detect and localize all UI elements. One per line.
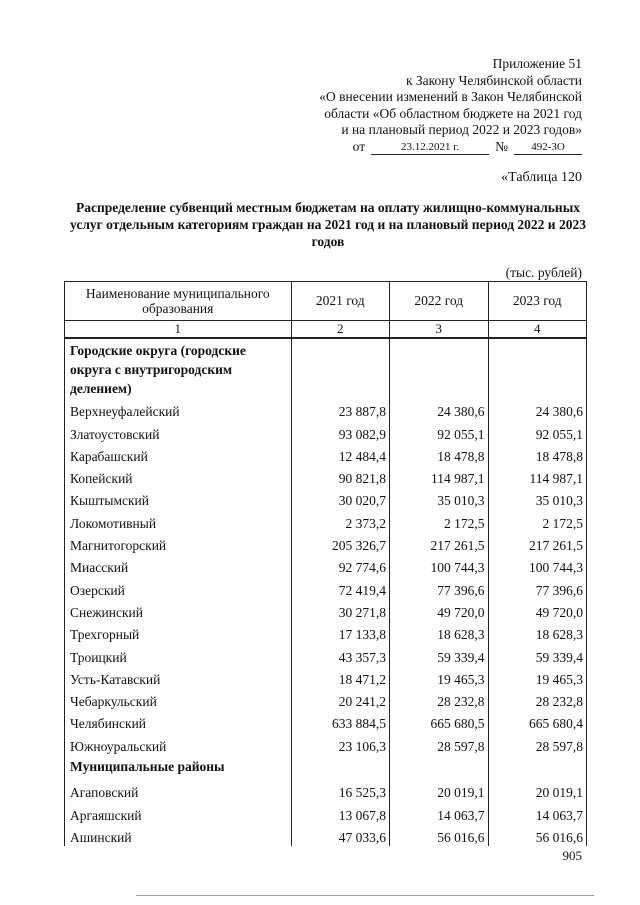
amount-cell: 77 396,6	[390, 576, 488, 598]
municipality-name: Аргаяшский	[65, 801, 292, 823]
appendix-line: и на плановый период 2022 и 2023 годов»	[341, 122, 582, 137]
amount-cell: 28 232,8	[488, 688, 587, 710]
amount-cell: 28 597,8	[390, 732, 488, 754]
amount-cell: 24 380,6	[488, 398, 587, 420]
municipality-name: Озерский	[65, 576, 292, 598]
group-name: Городские округа (городские округа с внутригородским делением)	[65, 338, 292, 398]
column-number-row	[65, 321, 587, 339]
amount-cell: 19 465,3	[488, 666, 587, 688]
amount-cell: 18 628,3	[488, 621, 587, 643]
header-name: Наименование муниципального образования	[65, 282, 292, 321]
table-row	[65, 398, 587, 420]
amount-cell: 30 020,7	[291, 487, 389, 509]
amount-cell: 17 133,8	[291, 621, 389, 643]
amount-cell: 24 380,6	[390, 398, 488, 420]
amount-cell: 59 339,4	[390, 643, 488, 665]
amount-cell: 114 987,1	[390, 465, 488, 487]
municipality-name: Троицкий	[65, 643, 292, 665]
amount-cell: 19 465,3	[390, 666, 488, 688]
table-row	[65, 532, 587, 554]
municipality-name: Карабашский	[65, 443, 292, 465]
amount-cell: 20 019,1	[390, 779, 488, 801]
amount-cell: 665 680,5	[390, 710, 488, 732]
table-row	[65, 576, 587, 598]
amount-cell: 20 019,1	[488, 779, 587, 801]
table-row	[65, 779, 587, 801]
amount-cell: 30 271,8	[291, 599, 389, 621]
table-row	[65, 688, 587, 710]
amount-cell: 92 055,1	[390, 420, 488, 442]
document-title: Распределение субвенций местным бюджетам на оплату жилищно-коммунальных услуг отдельным категориям граждан на 2021 год и на плановый период 2022 и 2023 годов	[70, 200, 586, 249]
appendix-line: «О внесении изменений в Закон Челябинской	[319, 89, 582, 104]
amount-cell: 14 063,7	[488, 801, 587, 823]
column-number: 1	[65, 321, 292, 339]
municipality-name: Верхнеуфалейский	[65, 398, 292, 420]
subventions-table	[64, 281, 587, 846]
amount-cell: 35 010,3	[488, 487, 587, 509]
amount-cell: 2 172,5	[390, 509, 488, 531]
municipality-name: Усть-Катавский	[65, 666, 292, 688]
amount-cell: 28 597,8	[488, 732, 587, 754]
law-number: 492-ЗО	[514, 141, 582, 155]
table-row	[65, 465, 587, 487]
appendix-line: Приложение 51	[492, 56, 582, 71]
table-row	[65, 509, 587, 531]
amount-cell: 49 720,0	[390, 599, 488, 621]
table-row	[65, 666, 587, 688]
amount-cell: 2 172,5	[488, 509, 587, 531]
table-row	[65, 554, 587, 576]
law-date-number	[319, 139, 582, 156]
amount-cell: 47 033,6	[291, 824, 389, 846]
law-date: 23.12.2021 г.	[371, 141, 489, 155]
municipality-name: Златоустовский	[65, 420, 292, 442]
amount-cell: 20 241,2	[291, 688, 389, 710]
appendix-header	[319, 56, 582, 155]
amount-cell: 13 067,8	[291, 801, 389, 823]
amount-cell: 100 744,3	[488, 554, 587, 576]
amount-cell: 12 484,4	[291, 443, 389, 465]
table-row	[65, 824, 587, 846]
amount-cell: 18 478,8	[488, 443, 587, 465]
amount-cell: 665 680,4	[488, 710, 587, 732]
table-row	[65, 710, 587, 732]
amount-cell: 93 082,9	[291, 420, 389, 442]
appendix-line: области «Об областном бюджете на 2021 год	[324, 105, 582, 121]
page-number: 905	[562, 848, 582, 863]
table-row	[65, 487, 587, 509]
amount-cell: 43 357,3	[291, 643, 389, 665]
footer-divider	[136, 895, 594, 896]
group-row	[65, 755, 587, 779]
amount-cell: 18 471,2	[291, 666, 389, 688]
column-number: 3	[390, 321, 488, 339]
amount-cell: 217 261,5	[488, 532, 587, 554]
table-row	[65, 732, 587, 754]
amount-cell: 35 010,3	[390, 487, 488, 509]
municipality-name: Челябинский	[65, 710, 292, 732]
amount-cell: 92 774,6	[291, 554, 389, 576]
header-2022: 2022 год	[390, 282, 488, 321]
amount-cell: 114 987,1	[488, 465, 587, 487]
amount-cell: 28 232,8	[390, 688, 488, 710]
municipality-name: Трехгорный	[65, 621, 292, 643]
table-row	[65, 599, 587, 621]
municipality-name: Агаповский	[65, 779, 292, 801]
amount-cell: 205 326,7	[291, 532, 389, 554]
amount-cell: 18 478,8	[390, 443, 488, 465]
municipality-name: Магнитогорский	[65, 532, 292, 554]
municipality-name: Ашинский	[65, 824, 292, 846]
table-label: «Таблица 120	[501, 170, 582, 185]
amount-cell: 14 063,7	[390, 801, 488, 823]
table-body	[65, 338, 587, 846]
amount-cell: 23 106,3	[291, 732, 389, 754]
table-row	[65, 443, 587, 465]
municipality-name: Локомотивный	[65, 509, 292, 531]
amount-cell: 2 373,2	[291, 509, 389, 531]
amount-cell: 633 884,5	[291, 710, 389, 732]
table-row	[65, 621, 587, 643]
municipality-name: Миасский	[65, 554, 292, 576]
amount-cell: 77 396,6	[488, 576, 587, 598]
header-2021: 2021 год	[291, 282, 389, 321]
table-row	[65, 801, 587, 823]
table-header-row	[65, 282, 587, 321]
amount-cell: 23 887,8	[291, 398, 389, 420]
group-row	[65, 338, 587, 398]
municipality-name: Копейский	[65, 465, 292, 487]
amount-cell: 100 744,3	[390, 554, 488, 576]
amount-cell: 56 016,6	[488, 824, 587, 846]
table-row	[65, 420, 587, 442]
municipality-name: Снежинский	[65, 599, 292, 621]
amount-cell: 16 525,3	[291, 779, 389, 801]
amount-cell: 72 419,4	[291, 576, 389, 598]
amount-cell: 18 628,3	[390, 621, 488, 643]
amount-cell: 56 016,6	[390, 824, 488, 846]
amount-cell: 90 821,8	[291, 465, 389, 487]
municipality-name: Кыштымский	[65, 487, 292, 509]
amount-cell: 217 261,5	[390, 532, 488, 554]
amount-cell: 92 055,1	[488, 420, 587, 442]
column-number: 2	[291, 321, 389, 339]
group-name: Муниципальные районы	[65, 755, 292, 779]
ot-label: от	[352, 138, 366, 154]
table-row	[65, 643, 587, 665]
amount-cell: 49 720,0	[488, 599, 587, 621]
municipality-name: Чебаркульский	[65, 688, 292, 710]
amount-cell: 59 339,4	[488, 643, 587, 665]
number-label: №	[495, 138, 508, 154]
appendix-line: к Закону Челябинской области	[405, 72, 582, 88]
units-label: (тыс. рублей)	[505, 265, 582, 280]
municipality-name: Южноуральский	[65, 732, 292, 754]
header-2023: 2023 год	[488, 282, 587, 321]
column-number: 4	[488, 321, 587, 339]
